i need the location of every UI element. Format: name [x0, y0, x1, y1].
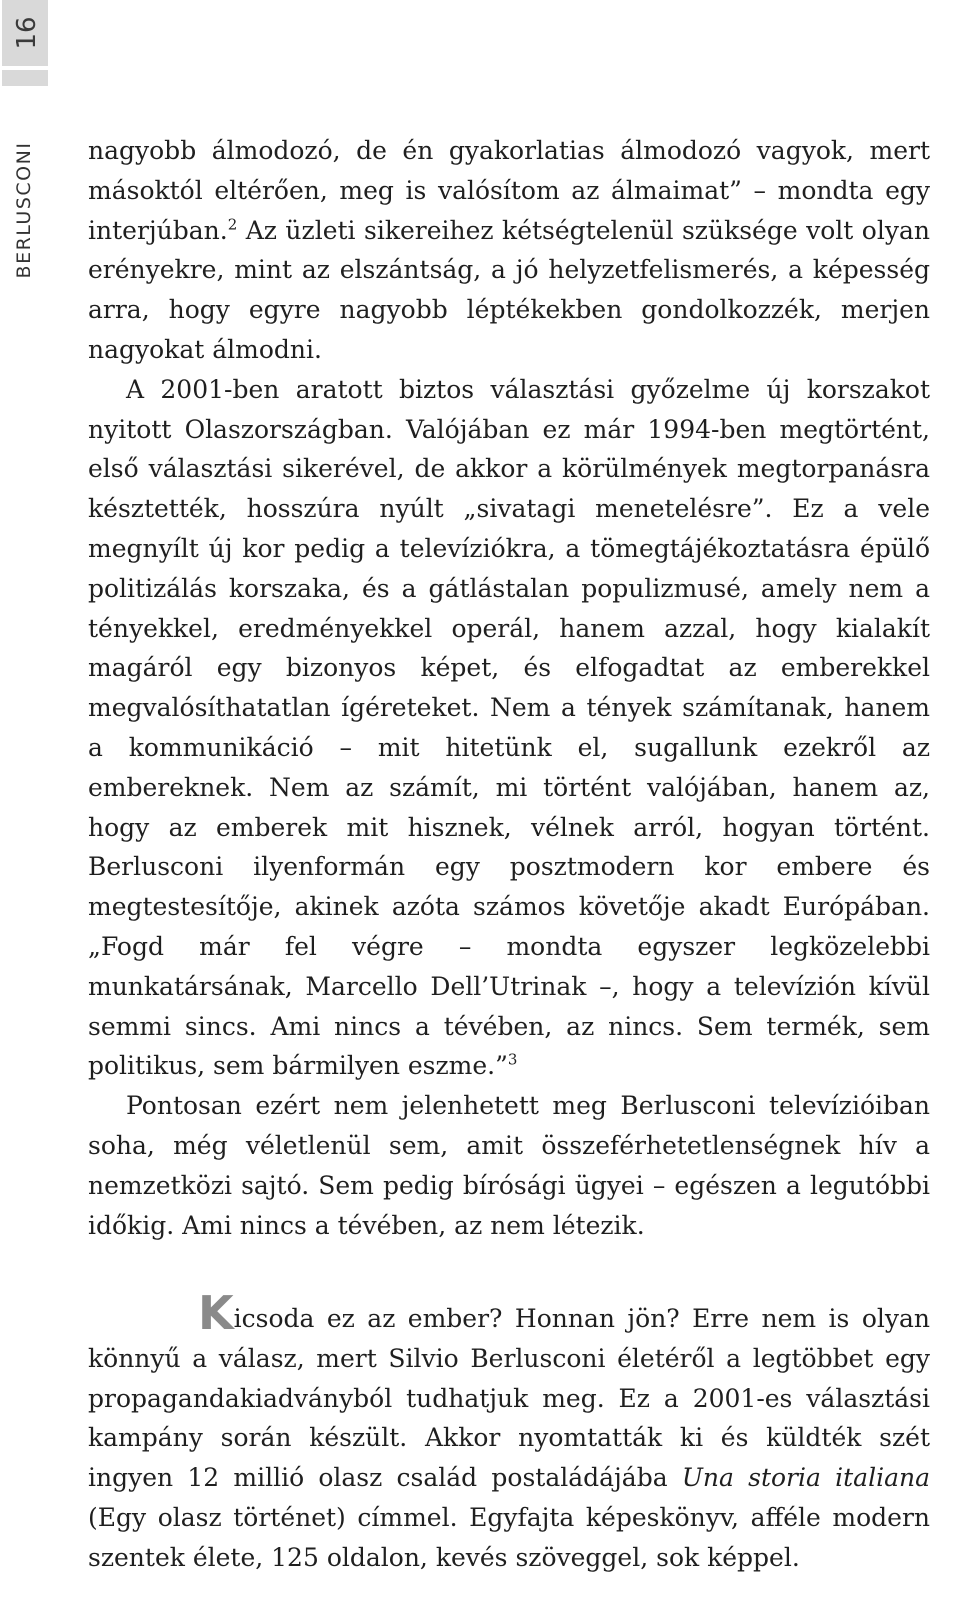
- running-head: BERLUSCONI: [13, 141, 35, 279]
- paragraph-2-text: A 2001-ben aratott biztos választási győzelme új korszakot nyitott Olaszországban. Valójában ez már 1994-ben megtörtént, első választási sikerével, de akkor a körülmények megtorpanásra késztették, hosszúra nyúlt „sivatagi menetelésre”. Ez a vele megnyílt új kor pedig a televíziókra, a tömegtájékoztatásra épülő politizálás korszaka, és a gátlástalan populizmusé, amely nem a tényekkel, eredményekkel operál, hanem azzal, hogy kialakít magáról egy bizonyos képet, és elfogadtat az emberekkel megvalósíthatatlan ígéreteket. Nem a tények számítanak, hanem a kommunikáció – mit hitetünk el, sugallunk ezekről az embereknek. Nem az számít, mi történt valójában, hanem az, hogy az emberek mit hisznek, vélnek arról, hogyan történt. Berlusconi ilyenformán egy posztmodern kor embere és megtestesítője, akinek azóta számos követője akadt Európában. „Fogd már fel végre – mondta egyszer legközelebbi munkatársának, Marcello Dell’Utrinak –, hogy a televízión kívül semmi sincs. Ami nincs a tévében, az nincs. Sem termék, sem politikus, sem bármilyen eszme.”: [88, 374, 930, 1081]
- paragraph-1-text-a: nagyobb álmodozó, de én gyakorlatias álmodozó vagyok, mert másoktól eltérően, meg is valósítom az álmaimat” – mondta egy interjúban.: [88, 136, 930, 245]
- paragraph-2: [88, 370, 930, 1086]
- paragraph-1: [88, 131, 930, 370]
- side-strip: [0, 0, 60, 1615]
- section-2-text: [88, 1286, 930, 1578]
- section-2-text-a: icsoda ez az ember? Honnan jön? Erre nem is olyan könnyű a válasz, mert Silvio Berlusconi életéről a legtöbbet egy propagandakiadványból tudhatjuk meg. Ez a 2001-es választási kampány során készült. Akkor nyomtatták ki és küldték szét ingyen 12 millió olasz család postaládájába: [88, 1304, 930, 1493]
- footnote-marker-3: 3: [507, 1051, 518, 1069]
- book-title: Una storia italiana: [681, 1463, 930, 1493]
- page-number: 16: [12, 16, 42, 50]
- main-text: [88, 131, 930, 1245]
- page-number-rule: [2, 70, 48, 86]
- footnote-marker-2: 2: [227, 215, 238, 234]
- section-2-text-b: (Egy olasz történet) címmel. Egyfajta képeskönyv, afféle modern szentek élete, 125 oldalon, kevés szöveggel, sok képpel.: [88, 1502, 930, 1572]
- section-2-paragraph: [88, 1286, 930, 1578]
- drop-cap: K: [198, 1286, 234, 1340]
- paragraph-1-text-b: Az üzleti sikereihez kétségtelenül szüksége volt olyan erényekre, mint az elszántság, a jó helyzetfelismerés, a képesség arra, hogy egyre nagyobb léptékekben gondolkozzék, merjen nagyokat álmodni.: [88, 215, 930, 364]
- paragraph-3: Pontosan ezért nem jelenhetett meg Berlusconi televízióiban soha, még véletlenül sem, amit összeférhetetlenségnek hív a nemzetközi sajtó. Sem pedig bírósági ügyei – egészen a legutóbbi időkig. Ami nincs a tévében, az nem létezik.: [88, 1091, 930, 1240]
- page-number-box: [2, 0, 48, 66]
